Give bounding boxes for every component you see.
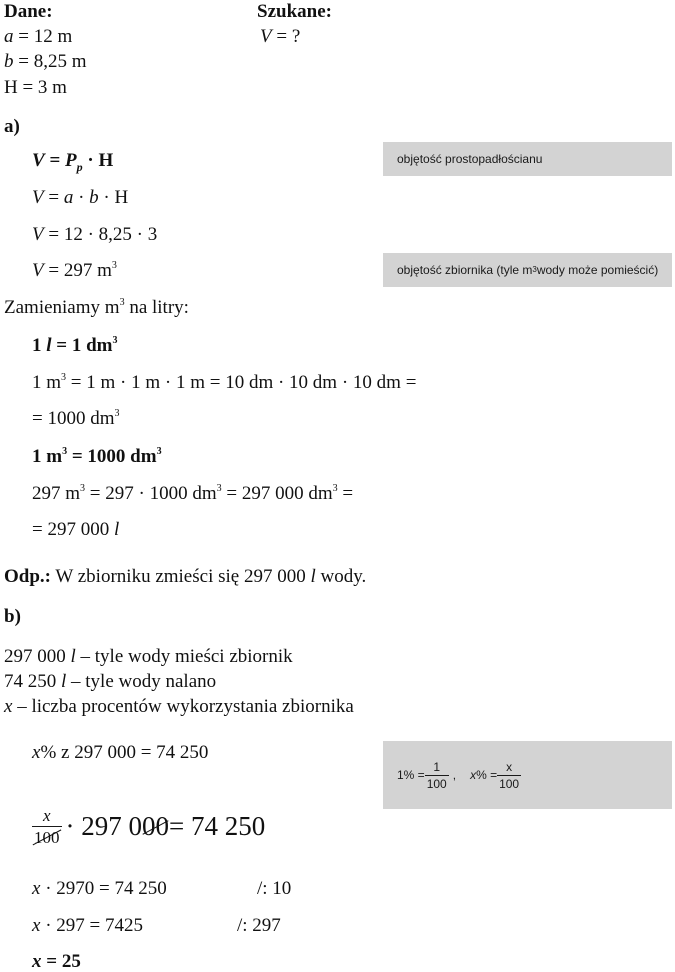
answer-a: Odp.: W zbiorniku zmieści się 297 000 l wody. xyxy=(4,566,367,587)
calc-line-1: 1 $m^3 = 1$ m · 1 m · 1 m = 10 dm · 10 dm · 10 dm = xyxy=(32,372,417,393)
note-tank-volume: objętość zbiornika (tyle m 3 wody może pomieścić) xyxy=(383,253,672,287)
equation-1: x% z 297 000 = 74 250 xyxy=(32,742,209,763)
liter-definition: 1 l = 1 $dm^3$ xyxy=(32,335,118,356)
equation-4-operation: /: 297 xyxy=(237,915,281,936)
given-h: H = 3 m xyxy=(4,77,67,98)
cubic-meter-rule: 1 $m^3 = 1000$ $dm^3$ xyxy=(32,446,162,467)
calc-line-2: = 1000 $dm^3$ xyxy=(32,408,120,429)
fact-unknown: x – liczba procentów wykorzystania zbiornika xyxy=(4,696,354,717)
note-cuboid-volume: objętość prostopadłościanu xyxy=(383,142,672,176)
equation-4: x · 297 = 7425 xyxy=(32,915,143,936)
given-heading: Dane: xyxy=(4,1,53,22)
calc-line-4: = 297 000 l xyxy=(32,519,120,540)
part-a-label: a) xyxy=(4,116,20,137)
convert-intro: Zamieniamy $m^3$ na litry: xyxy=(4,297,189,318)
note-percent-definition: 1% = $\frac{1}{100}$ , x % = $\frac{x}{100}$ xyxy=(383,741,672,809)
fact-capacity: 297 000 l – tyle wody mieści zbiornik xyxy=(4,646,293,667)
formula-line-2: V = a · b · H xyxy=(32,187,129,208)
equation-3: x · 2970 = 74 250 xyxy=(32,878,167,899)
result: x = 25 xyxy=(32,951,81,972)
equation-3-operation: /: 10 xyxy=(257,878,292,899)
formula-volume: $V = P_p \cdot H$ xyxy=(32,150,114,174)
calc-line-3: 297 $m^3 = 297 \cdot 1000$ $dm^3 = 297$ 000 $dm^3$ = xyxy=(32,483,354,504)
part-b-label: b) xyxy=(4,606,21,627)
sought-v: V = ? xyxy=(260,26,301,47)
formula-line-3: V = 12 · 8,25 · 3 xyxy=(32,224,158,245)
formula-line-4: V = 297 $m^3$ xyxy=(32,260,117,281)
equation-2: $\frac{x}{100}$ · 297 0 00 = 74 250 xyxy=(34,806,266,847)
fact-poured: 74 250 l – tyle wody nalano xyxy=(4,671,217,692)
given-b: b = 8,25 m xyxy=(4,51,87,72)
sought-heading: Szukane: xyxy=(257,1,332,22)
given-a: a = 12 m xyxy=(4,26,73,47)
